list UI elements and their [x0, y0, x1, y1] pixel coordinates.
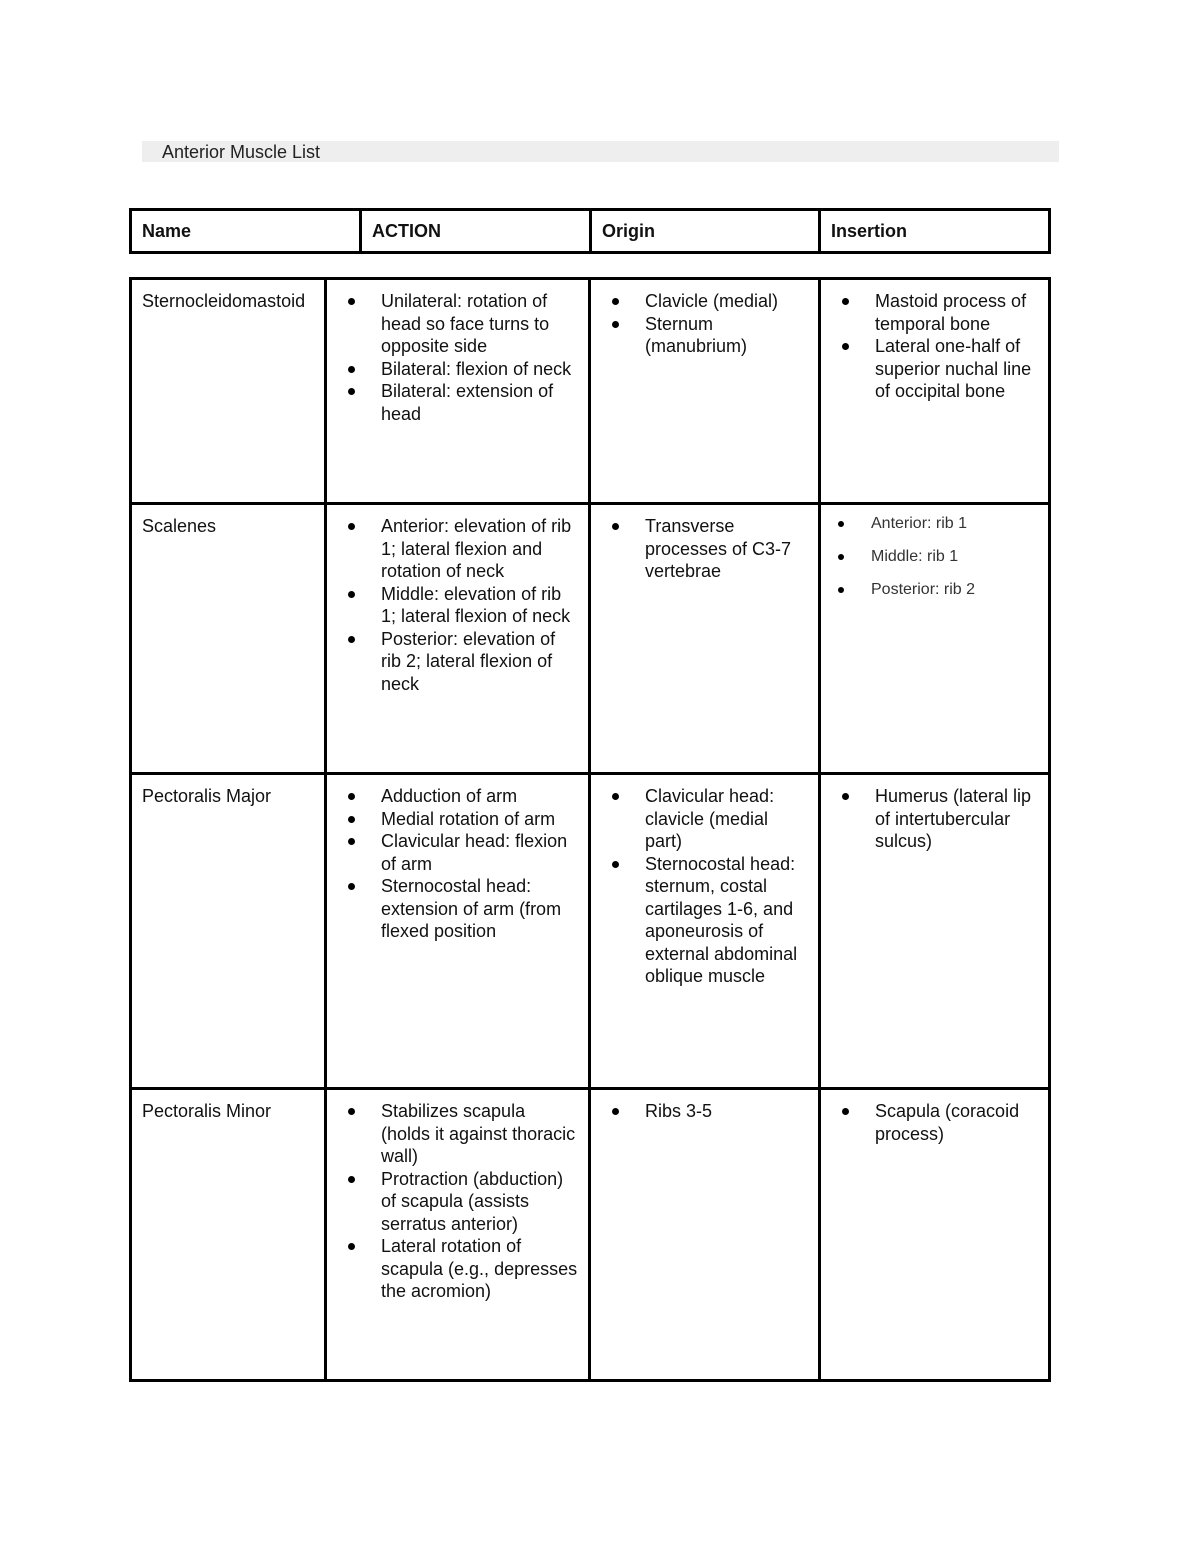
list-item: Bilateral: extension of head: [337, 380, 578, 425]
list-item: Ribs 3-5: [601, 1100, 808, 1123]
insertion-cell: [820, 279, 1050, 504]
list-item: Humerus (lateral lip of intertubercular sulcus): [831, 785, 1038, 853]
muscle-name: Pectoralis Major: [131, 774, 326, 1089]
list-item: Scapula (coracoid process): [831, 1100, 1038, 1145]
table-row: [131, 1089, 1050, 1381]
list-item: Sternocostal head: sternum, costal cartilages 1-6, and aponeurosis of external abdominal oblique muscle: [601, 853, 808, 988]
action-cell: [326, 774, 590, 1089]
header-row: [131, 210, 1050, 253]
list-item: Clavicular head: clavicle (medial part): [601, 785, 808, 853]
header-table: [129, 208, 1051, 254]
action-cell: [326, 504, 590, 774]
list-item: Medial rotation of arm: [337, 808, 578, 831]
origin-cell: [590, 774, 820, 1089]
list-item: Unilateral: rotation of head so face turns to opposite side: [337, 290, 578, 358]
table-row: [131, 279, 1050, 504]
list-item: Clavicle (medial): [601, 290, 808, 313]
document-title-bar: [142, 141, 1059, 162]
header-name: Name: [131, 210, 361, 253]
list-item: Anterior: elevation of rib 1; lateral flexion and rotation of neck: [337, 515, 578, 583]
list-item: Clavicular head: flexion of arm: [337, 830, 578, 875]
action-cell: [326, 279, 590, 504]
list-item: Transverse processes of C3-7 vertebrae: [601, 515, 808, 583]
list-item: Bilateral: flexion of neck: [337, 358, 578, 381]
list-item: Stabilizes scapula (holds it against thoracic wall): [337, 1100, 578, 1168]
list-item: Anterior: rib 1: [831, 515, 1038, 533]
origin-cell: [590, 1089, 820, 1381]
muscle-name: Sternocleidomastoid: [131, 279, 326, 504]
header-action: ACTION: [361, 210, 591, 253]
muscle-table: [129, 277, 1051, 1382]
action-cell: [326, 1089, 590, 1381]
list-item: Adduction of arm: [337, 785, 578, 808]
table-row: [131, 504, 1050, 774]
table-row: [131, 774, 1050, 1089]
muscle-name: Pectoralis Minor: [131, 1089, 326, 1381]
list-item: Posterior: rib 2: [831, 581, 1038, 599]
list-item: Posterior: elevation of rib 2; lateral flexion of neck: [337, 628, 578, 696]
list-item: Lateral rotation of scapula (e.g., depresses the acromion): [337, 1235, 578, 1303]
document-title: Anterior Muscle List: [162, 142, 321, 162]
insertion-cell: [820, 774, 1050, 1089]
muscle-name: Scalenes: [131, 504, 326, 774]
list-item: Sternocostal head: extension of arm (from flexed position: [337, 875, 578, 943]
list-item: Lateral one-half of superior nuchal line of occipital bone: [831, 335, 1038, 403]
list-item: Mastoid process of temporal bone: [831, 290, 1038, 335]
insertion-cell: [820, 504, 1050, 774]
list-item: Middle: rib 1: [831, 548, 1038, 566]
list-item: Protraction (abduction) of scapula (assists serratus anterior): [337, 1168, 578, 1236]
insertion-cell: [820, 1089, 1050, 1381]
list-item: Sternum (manubrium): [601, 313, 808, 358]
origin-cell: [590, 279, 820, 504]
header-origin: Origin: [591, 210, 820, 253]
list-item: Middle: elevation of rib 1; lateral flexion of neck: [337, 583, 578, 628]
header-insertion: Insertion: [820, 210, 1050, 253]
origin-cell: [590, 504, 820, 774]
